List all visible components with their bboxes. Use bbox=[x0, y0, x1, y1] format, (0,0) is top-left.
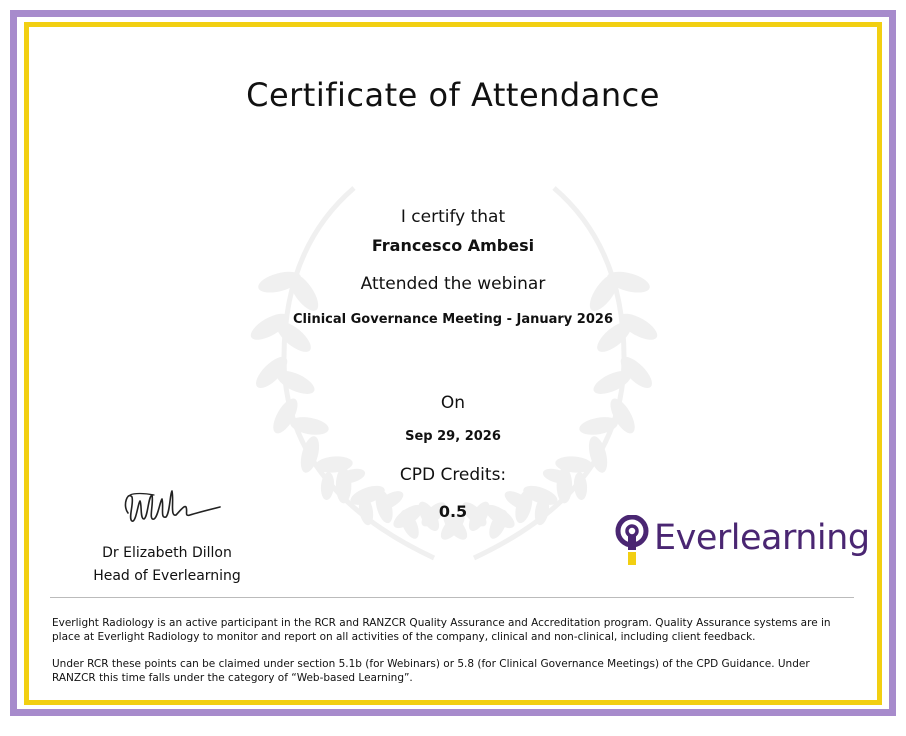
signature-image bbox=[114, 483, 234, 533]
on-label: On bbox=[440, 393, 466, 413]
attendee-name: Francesco Ambesi bbox=[371, 236, 535, 255]
lightbulb-icon bbox=[614, 515, 654, 567]
logo-wordmark: Everlearning bbox=[654, 518, 870, 558]
everlearning-logo bbox=[614, 515, 870, 567]
attended-text: Attended the webinar bbox=[360, 274, 546, 294]
attendance-date: Sep 29, 2026 bbox=[405, 429, 501, 444]
quality-assurance-statement: Everlight Radiology is an active participant in the RCR and RANZCR Quality Assurance and Accreditation program. Quality Assurance systems are in place at Everlight Radiology to monitor and report on all activities of the company, clinical and non-clinical, including client feedback. bbox=[52, 617, 831, 643]
certify-text: I certify that bbox=[400, 207, 506, 227]
cpd-guidance-statement: Under RCR these points can be claimed under section 5.1b (for Webinars) or 5.8 (for Clinical Governance Meetings) of the CPD Guidance. Under RANZCR this time falls under the category of “Web-based Learning”. bbox=[52, 658, 810, 684]
certificate-title: Certificate of Attendance bbox=[246, 76, 660, 114]
cpd-credits-value: 0.5 bbox=[438, 502, 468, 521]
footer-divider bbox=[50, 597, 854, 598]
signer-name: Dr Elizabeth Dillon bbox=[102, 545, 232, 561]
cpd-credits-label: CPD Credits: bbox=[399, 465, 507, 485]
webinar-title: Clinical Governance Meeting - January 2026 bbox=[293, 312, 613, 327]
signer-role: Head of Everlearning bbox=[93, 568, 241, 584]
